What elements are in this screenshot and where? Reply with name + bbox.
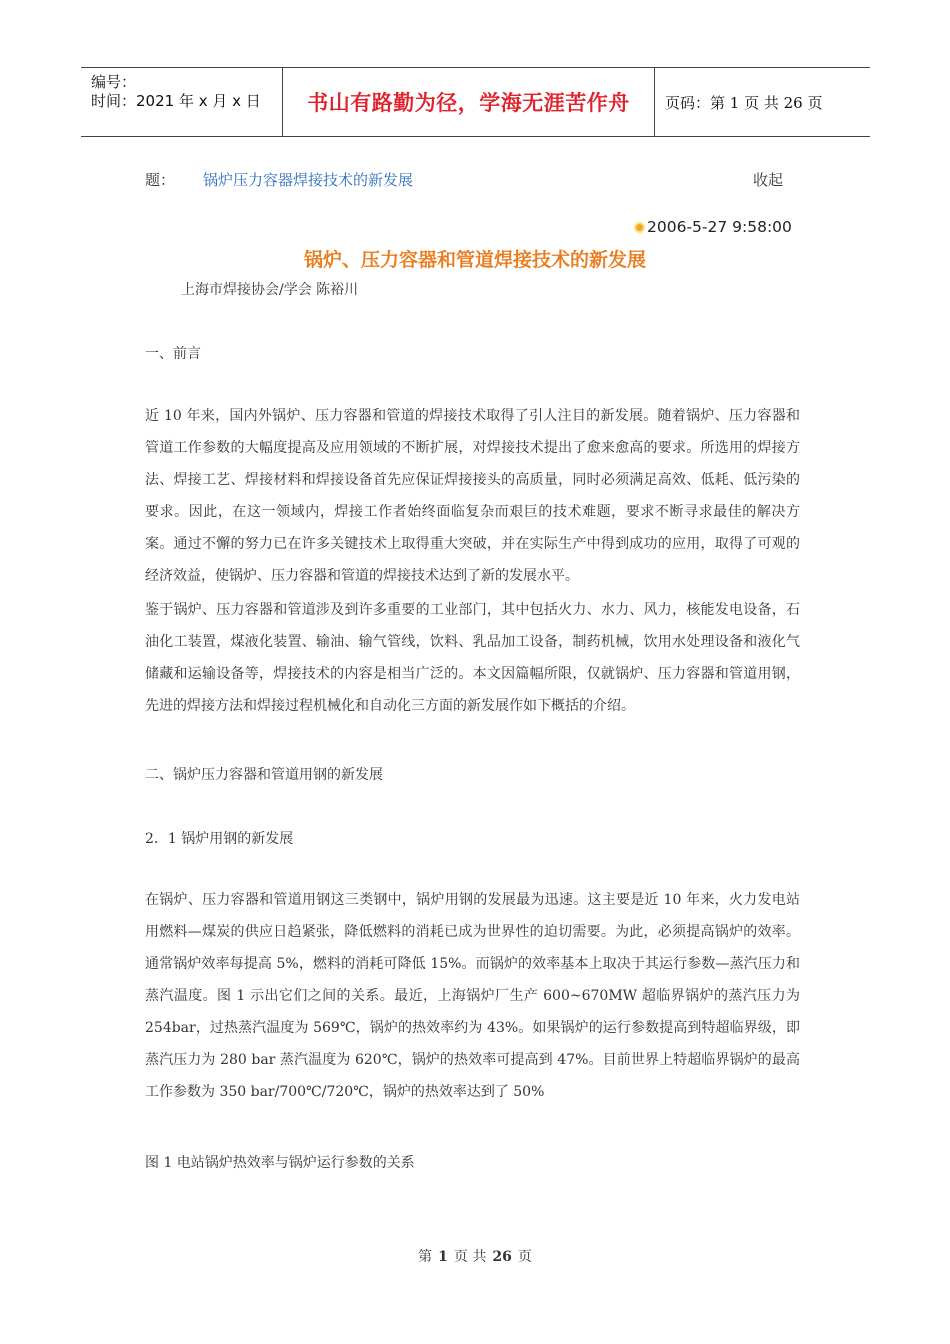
document-header (81, 67, 870, 137)
page-footer (0, 1246, 950, 1266)
topic-row (145, 169, 795, 191)
section-heading-steel: 二、锅炉压力容器和管道用钢的新发展 (145, 767, 383, 783)
post-datetime (633, 218, 792, 236)
paragraph-intro-1: 近 10 年来，国内外锅炉、压力容器和管道的焊接技术取得了引人注目的新发展。随着锅炉、压力容器和管道工作参数的大幅度提高及应用领域的不断扩展，对焊接技术提出了愈来愈高的要求。所选用的焊接方法、焊接工艺、焊接材料和焊接设备首先应保证焊接接头的高质量，同时必须满足高效、低耗、低污染的要求。因此，在这一领域内，焊接工作者始终面临复杂而艰巨的技术难题，要求不断寻求最佳的解决方案。通过不懈的努力已在许多关键技术上取得重大突破，并在实际生产中得到成功的应用，取得了可观的经济效益，使锅炉、压力容器和管道的焊接技术达到了新的发展水平。 (145, 408, 800, 584)
header-meta (81, 68, 282, 136)
article-title: 锅炉、压力容器和管道焊接技术的新发展 (303, 249, 646, 271)
article-author: 上海市焊接协会/学会 陈裕川 (181, 282, 359, 298)
footer-middle: 页 共 (453, 1249, 487, 1265)
footer-current-page: 1 (438, 1249, 448, 1265)
topic-link[interactable]: 锅炉压力容器焊接技术的新发展 (203, 171, 414, 189)
figure-caption: 图 1 电站锅炉热效率与锅炉运行参数的关系 (145, 1155, 415, 1171)
header-page-info: 页码：第 1 页 共 26 页 (665, 93, 823, 112)
time-label: 时间：2021 年 x 月 x 日 (91, 92, 261, 110)
footer-total-pages: 26 (492, 1249, 512, 1265)
paragraph-boiler-steel: 在锅炉、压力容器和管道用钢这三类钢中，锅炉用钢的发展最为迅速。这主要是近 10 年来，火力发电站用燃料—煤炭的供应日趋紧张，降低燃料的消耗已成为世界性的迫切需要。为此，必须提高锅炉的效率。通常锅炉效率每提高 5%，燃料的消耗可降低 15%。而锅炉的效率基本上取决于其运行参数—蒸汽压力和蒸汽温度。图 1 示出它们之间的关系。最近，上海锅炉厂生产 600~670MW 超临界锅炉的蒸汽压力为 254bar，过热蒸汽温度为 569℃，锅炉的热效率约为 43%。如果锅炉的运行参数提高到特超临界级，即蒸汽压力为 280 bar 蒸汽温度为 620℃，锅炉的热效率可提高到 47%。目前世界上特超临界锅炉的最高工作参数为 350 bar/700℃/720℃，锅炉的热效率达到了 50% (145, 892, 800, 1100)
header-motto: 书山有路勤为径，学海无涯苦作舟 (282, 68, 655, 136)
sun-icon (633, 221, 646, 234)
collapse-button[interactable]: 收起 (753, 171, 784, 189)
datetime-text: 2006-5-27 9:58:00 (647, 218, 792, 236)
footer-suffix: 页 (517, 1249, 532, 1265)
paragraph-intro-2: 鉴于锅炉、压力容器和管道涉及到许多重要的工业部门，其中包括火力、水力、风力，核能发电设备，石油化工装置，煤液化装置、输油、输气管线，饮料、乳品加工设备，制药机械，饮用水处理设备和液化气储藏和运输设备等，焊接技术的内容是相当广泛的。本文因篇幅所限，仅就锅炉、压力容器和管道用钢，先进的焊接方法和焊接过程机械化和自动化三方面的新发展作如下概括的介绍。 (145, 602, 800, 714)
section-heading-intro: 一、前言 (145, 346, 201, 362)
number-label: 编号： (91, 73, 137, 91)
subsection-heading-boiler-steel: 2．1 锅炉用钢的新发展 (145, 831, 294, 847)
footer-prefix: 第 (418, 1249, 433, 1265)
topic-label: 题： (145, 171, 176, 189)
